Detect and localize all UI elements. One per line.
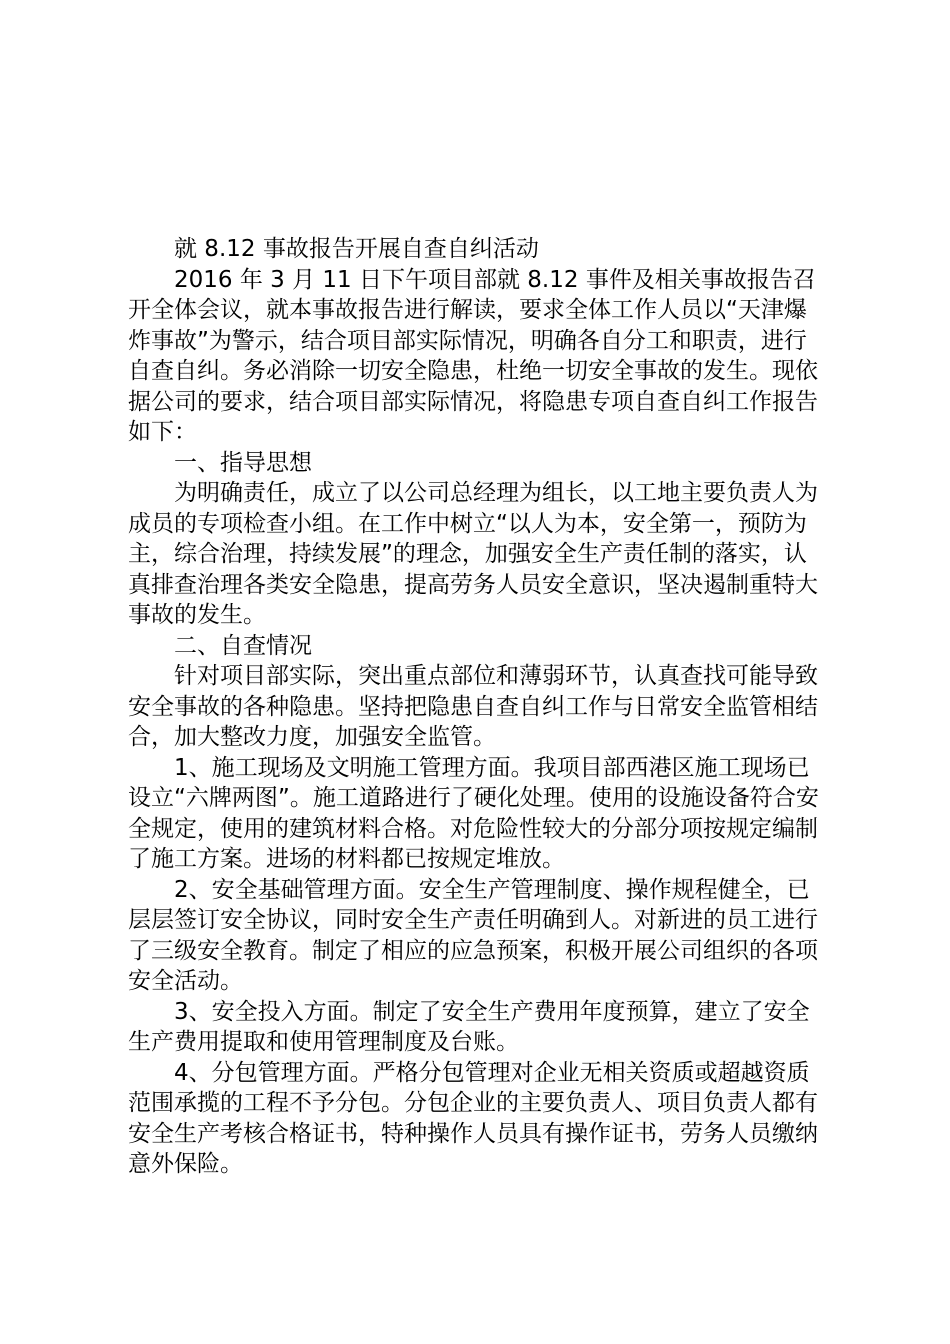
paragraph-item-4: 4、分包管理方面。严格分包管理对企业无相关资质或超越资质范围承揽的工程不予分包。分包企业的主要负责人、项目负责人都有安全生产考核合格证书，特种操作人员具有操作证书，劳务人员缴纳意外保险。 xyxy=(128,1059,818,1177)
paragraph-item-3: 3、安全投入方面。制定了安全生产费用年度预算，建立了安全生产费用提取和使用管理制度及台账。 xyxy=(128,998,810,1055)
document-body xyxy=(128,234,828,1180)
section-heading-guiding-idea: 一、指导思想 xyxy=(174,449,312,476)
section-heading-self-inspection: 二、自查情况 xyxy=(174,632,312,659)
paragraph-guiding-idea: 为明确责任，成立了以公司总经理为组长，以工地主要负责人为成员的专项检查小组。在工作中树立“以人为本，安全第一，预防为主，综合治理，持续发展”的理念，加强安全生产责任制的落实，认真排查治理各类安全隐患，提高劳务人员安全意识，坚决遏制重特大事故的发生。 xyxy=(128,480,818,628)
paragraph-item-2: 2、安全基础管理方面。安全生产管理制度、操作规程健全，已层层签订安全协议，同时安全生产责任明确到人。对新进的员工进行了三级安全教育。制定了相应的应急预案，积极开展公司组织的各项安全活动。 xyxy=(128,876,818,994)
paragraph-item-1: 1、施工现场及文明施工管理方面。我项目部西港区施工现场已设立“六牌两图”。施工道路进行了硬化处理。使用的设施设备符合安全规定，使用的建筑材料合格。对危险性较大的分部分项按规定编制了施工方案。进场的材料都已按规定堆放。 xyxy=(128,754,819,872)
paragraph-intro: 2016 年 3 月 11 日下午项目部就 8.12 事件及相关事故报告召开全体会议，就本事故报告进行解读，要求全体工作人员以“天津爆炸事故”为警示，结合项目部实际情况，明确各自分工和职责，进行自查自纠。务必消除一切安全隐患，杜绝一切安全事故的发生。现依据公司的要求，结合项目部实际情况，将隐患专项自查自纠工作报告如下： xyxy=(128,266,818,445)
document-title: 就 8.12 事故报告开展自查自纠活动 xyxy=(174,236,539,262)
paragraph-self-inspection: 针对项目部实际，突出重点部位和薄弱环节，认真查找可能导致安全事故的各种隐患。坚持把隐患自查自纠工作与日常安全监管相结合，加大整改力度，加强安全监管。 xyxy=(128,663,818,750)
